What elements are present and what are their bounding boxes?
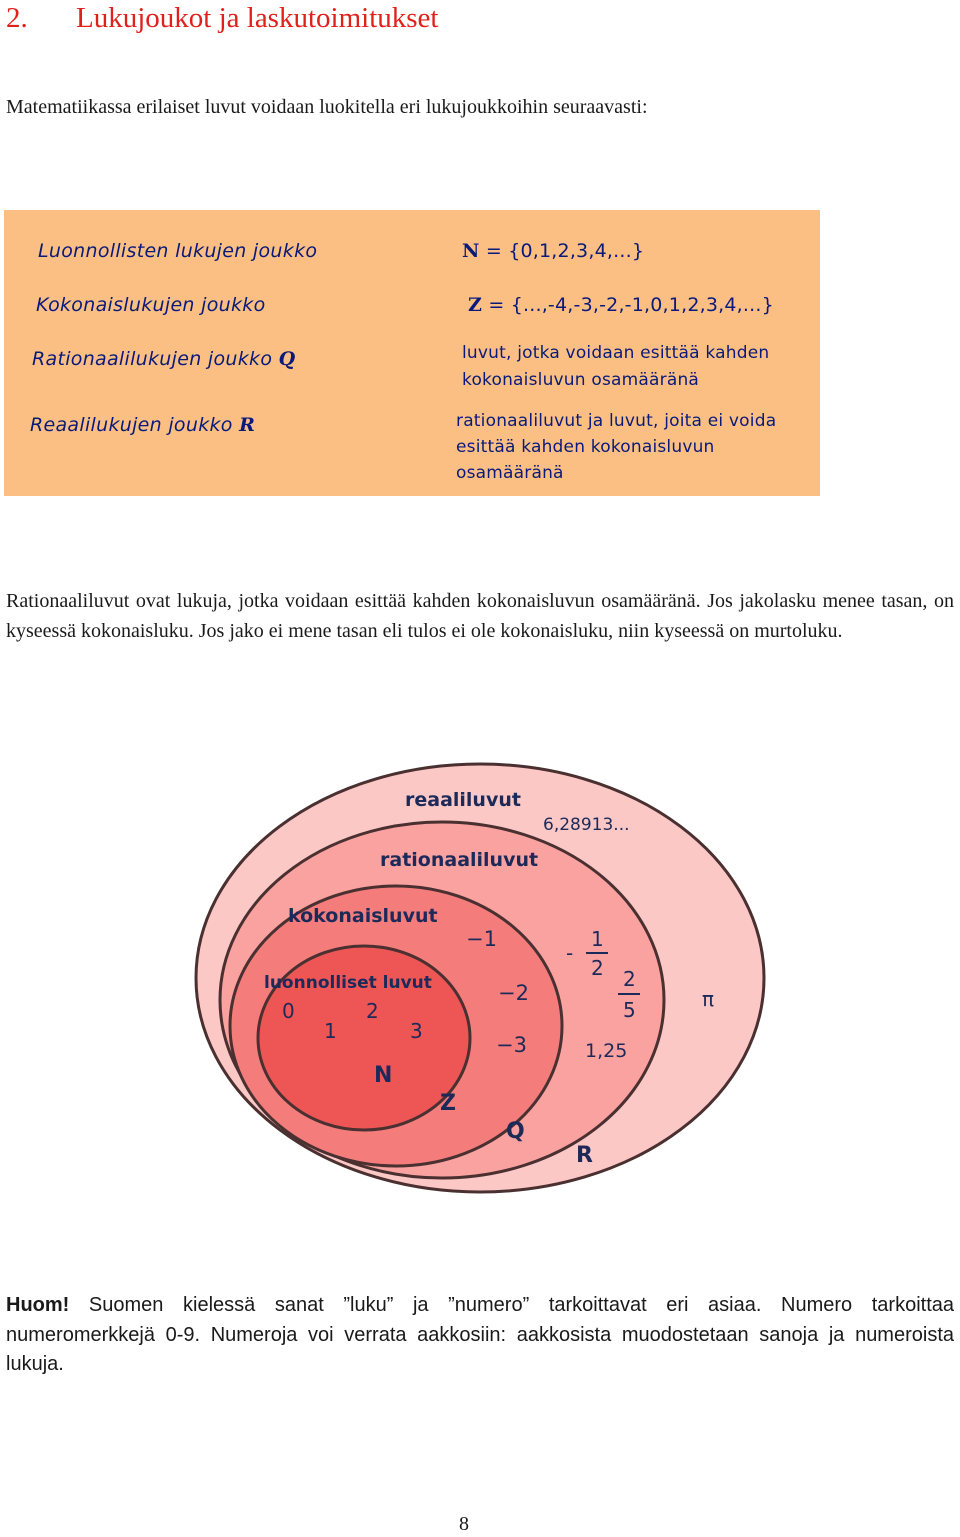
irrational-decimal: 6,28913... xyxy=(543,815,630,835)
integers-symbol-venn: Z xyxy=(440,1091,456,1116)
pi-symbol: π xyxy=(702,987,715,1011)
note-label: Huom! xyxy=(6,1294,70,1316)
set-label-reals: Reaalilukujen joukko R xyxy=(30,414,256,436)
integers-definition: Z = {...,-4,-3,-2,-1,0,1,2,3,4,...} xyxy=(468,294,774,316)
section-heading xyxy=(6,2,438,35)
fraction-sign: - xyxy=(566,941,574,965)
natural-number: 0 xyxy=(282,999,295,1023)
section-number: 2. xyxy=(6,2,28,34)
reals-symbol-venn: R xyxy=(576,1143,593,1168)
naturals-label: luonnolliset luvut xyxy=(264,973,432,993)
negative-integer: −1 xyxy=(466,927,497,951)
fraction-numerator: 1 xyxy=(591,927,604,951)
integers-label: kokonaisluvut xyxy=(288,905,438,927)
rationals-label: rationaaliluvut xyxy=(380,849,539,871)
reals-definition: rationaaliluvut ja luvut, joita ei voida esittää kahden kokonaisluvun osamääränä xyxy=(456,411,777,483)
naturals-symbol-venn: N xyxy=(374,1063,393,1088)
rationals-symbol: Q xyxy=(278,348,296,370)
rationals-symbol-venn: Q xyxy=(506,1119,525,1144)
reals-symbol: R xyxy=(239,414,256,436)
rationals-paragraph: Rationaaliluvut ovat lukuja, jotka voidaan esittää kahden kokonaisluvun osamääränä. Jos jakolasku menee tasan, on kyseessä kokonaisluku. Jos jako ei mene tasan eli tulos ei ole kokonaisluku, niin kyseessä on murtoluku. xyxy=(6,590,954,642)
negative-integer: −2 xyxy=(498,981,529,1005)
note-text: Suomen kielessä sanat ”luku” ja ”numero” tarkoittavat eri asiaa. Numero tarkoittaa numeromerkkejä 0-9. Numeroja voi verrata aakkosiin: aakkosista muodostetaan sanoja ja numeroista lukuja. xyxy=(6,1294,954,1375)
intro-text: Matematiikassa erilaiset luvut voidaan luokitella eri lukujoukkoihin seuraavasti: xyxy=(6,96,648,118)
number-sets-box xyxy=(4,210,820,496)
rational-decimal: 1,25 xyxy=(585,1040,628,1062)
fraction-denominator: 5 xyxy=(623,998,636,1022)
natural-number: 2 xyxy=(366,999,379,1023)
section-title: Lukujoukot ja laskutoimitukset xyxy=(76,2,439,34)
naturals-definition: N = {0,1,2,3,4,...} xyxy=(462,240,645,262)
reals-label: reaaliluvut xyxy=(405,789,521,811)
negative-integer: −3 xyxy=(496,1033,527,1057)
integers-symbol: Z xyxy=(468,294,483,316)
note-paragraph xyxy=(6,1291,954,1380)
set-label-rationals: Rationaalilukujen joukko Q xyxy=(32,348,296,370)
number-sets-venn-diagram xyxy=(190,760,780,1205)
fraction-denominator: 2 xyxy=(591,956,604,980)
set-label-naturals: Luonnollisten lukujen joukko xyxy=(38,240,318,262)
fraction-numerator: 2 xyxy=(623,967,636,991)
natural-number: 1 xyxy=(324,1019,337,1043)
naturals-symbol: N xyxy=(462,240,480,262)
page-number: 8 xyxy=(459,1513,469,1535)
natural-number: 3 xyxy=(410,1019,423,1043)
rationals-definition: luvut, jotka voidaan esittää kahden kokonaisluvun osamääränä xyxy=(462,343,770,390)
set-label-integers: Kokonaislukujen joukko xyxy=(36,294,266,316)
